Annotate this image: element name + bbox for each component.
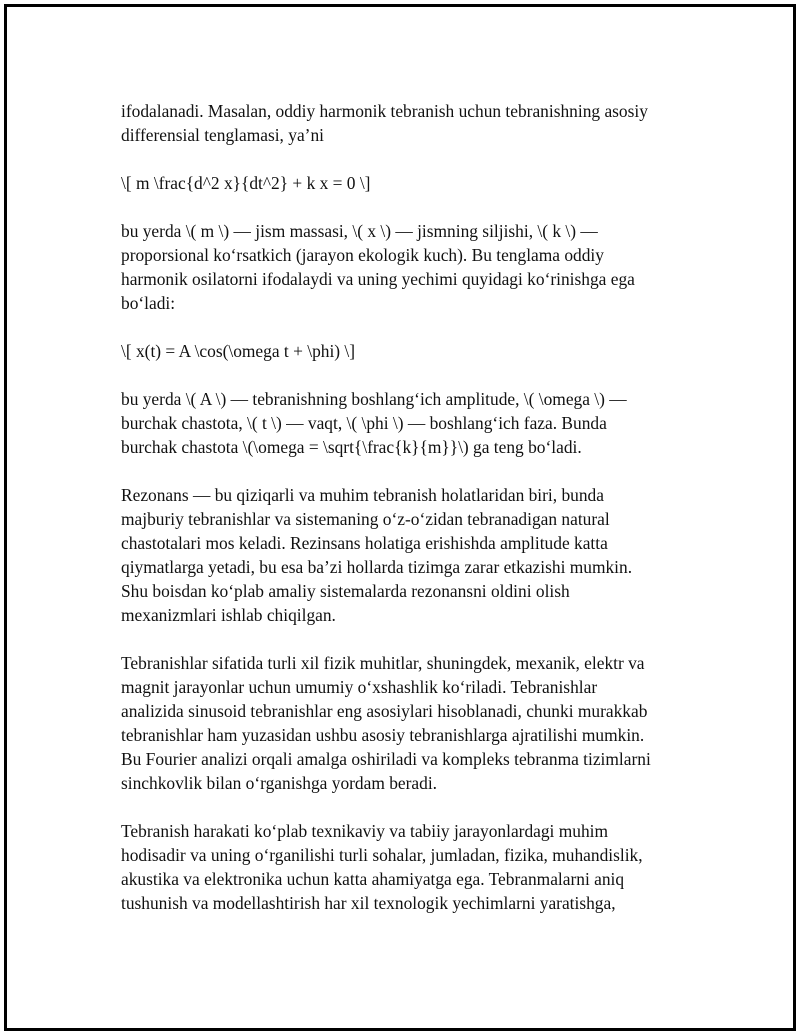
equation-1 (121, 171, 696, 195)
text-line: analizida sinusoid tebranishlar eng asosiylari hisoblanadi, chunki murakkab (121, 701, 648, 721)
text-line: tebranishlar ham yuzasidan ushbu asosiy tebranishlarga ajratilishi mumkin. (121, 725, 645, 745)
text-line: qiymatlarga yetadi, bu esa baʼzi hollarda tizimga zarar etkazishi mumkin. (121, 557, 633, 577)
document-body (121, 99, 696, 939)
text-line: proporsional koʻrsatkich (jarayon ekologik kuch). Bu tenglama oddiy (121, 245, 604, 265)
text-line: ifodalanadi. Masalan, oddiy harmonik tebranish uchun tebranishning asosiy (121, 101, 648, 121)
paragraph-6 (121, 819, 696, 915)
equation-line: \[ m \frac{d^2 x}{dt^2} + k x = 0 \] (121, 173, 371, 193)
page-frame (4, 4, 796, 1031)
equation-line: \[ x(t) = A \cos(\omega t + \phi) \] (121, 341, 356, 361)
text-line: differensial tenglamasi, ya’ni (121, 125, 324, 145)
text-line: tushunish va modellashtirish har xil texnologik yechimlarni yaratishga, (121, 893, 616, 913)
equation-2 (121, 339, 696, 363)
text-line: Tebranishlar sifatida turli xil fizik muhitlar, shuningdek, mexanik, elektr va (121, 653, 645, 673)
text-line: Rezonans — bu qiziqarli va muhim tebranish holatlaridan biri, bunda (121, 485, 604, 505)
text-line: hodisadir va uning oʻrganilishi turli sohalar, jumladan, fizika, muhandislik, (121, 845, 643, 865)
paragraph-5 (121, 651, 696, 795)
text-line: boʻladi: (121, 293, 176, 313)
paragraph-3 (121, 387, 696, 459)
text-line: sinchkovlik bilan oʻrganishga yordam beradi. (121, 773, 438, 793)
text-line: burchak chastota, \( t \) — vaqt, \( \phi \) — boshlangʻich faza. Bunda (121, 413, 607, 433)
text-line: chastotalari mos keladi. Rezinsans holatiga erishishda amplitude katta (121, 533, 608, 553)
text-line: harmonik osilatorni ifodalaydi va uning yechimi quyidagi koʻrinishga ega (121, 269, 635, 289)
text-line: Bu Fourier analizi orqali amalga oshiriladi va kompleks tebranma tizimlarni (121, 749, 651, 769)
text-line: bu yerda \( A \) — tebranishning boshlangʻich amplitude, \( \omega \) — (121, 389, 627, 409)
text-line: majburiy tebranishlar va sistemaning oʻz-oʻzidan tebranadigan natural (121, 509, 610, 529)
text-line: mexanizmlari ishlab chiqilgan. (121, 605, 336, 625)
text-line: Tebranish harakati koʻplab texnikaviy va tabiiy jarayonlardagi muhim (121, 821, 609, 841)
paragraph-1 (121, 99, 696, 147)
paragraph-2 (121, 219, 696, 315)
paragraph-4 (121, 483, 696, 627)
text-line: burchak chastota \(\omega = \sqrt{\frac{k}{m}}\) ga teng boʻladi. (121, 437, 582, 457)
text-line: akustika va elektronika uchun katta ahamiyatga ega. Tebranmalarni aniq (121, 869, 625, 889)
text-line: Shu boisdan koʻplab amaliy sistemalarda rezonansni oldini olish (121, 581, 570, 601)
text-line: magnit jarayonlar uchun umumiy oʻxshashlik koʻriladi. Tebranishlar (121, 677, 598, 697)
text-line: bu yerda \( m \) — jism massasi, \( x \) — jismning siljishi, \( k \) — (121, 221, 598, 241)
